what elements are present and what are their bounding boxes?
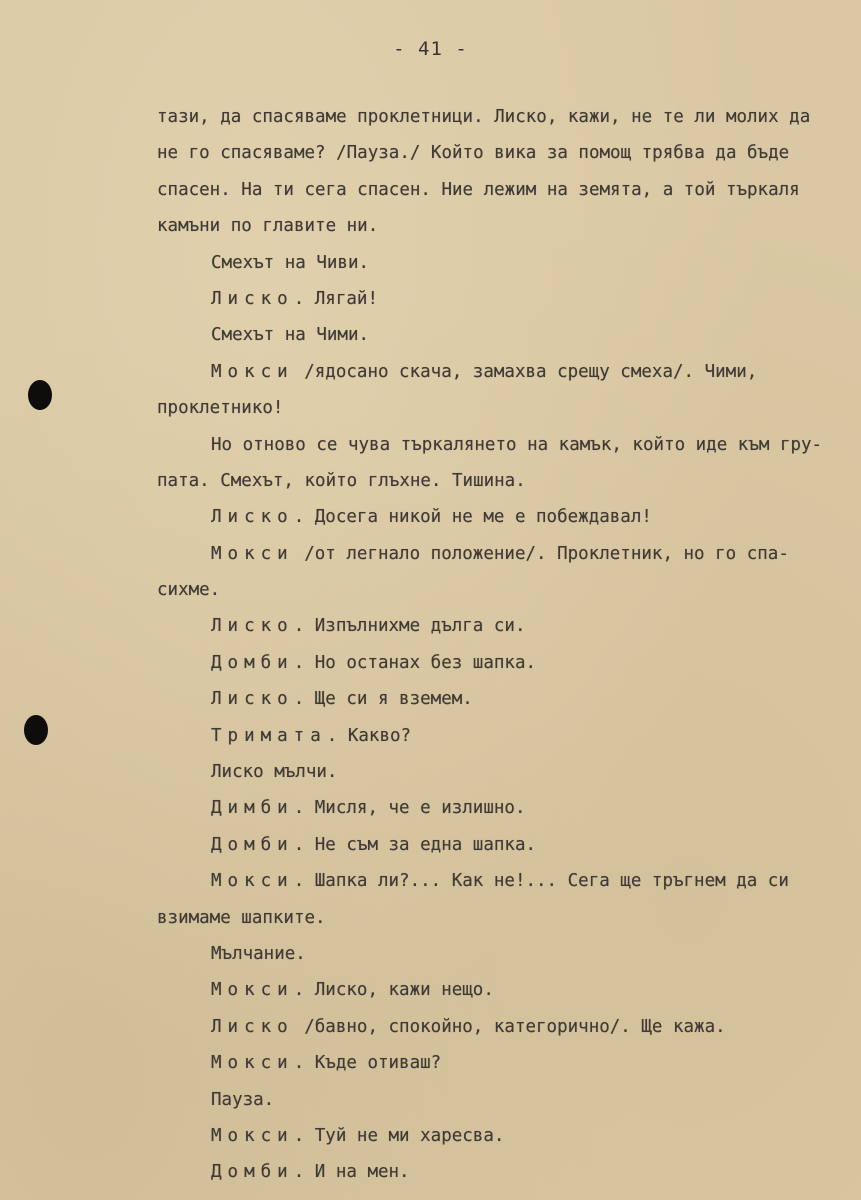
speaker-name: Лиско <box>211 689 294 710</box>
speaker-name: Мокси <box>211 361 294 382</box>
speaker-name: Мокси <box>211 1053 294 1074</box>
text-line <box>157 427 847 463</box>
text-line <box>157 245 847 281</box>
text-line <box>157 1082 847 1118</box>
line-text: камъни по главите ни. <box>157 216 379 237</box>
speaker-name: Димби <box>211 798 294 819</box>
line-text: сихме. <box>157 580 221 601</box>
text-line <box>157 135 847 171</box>
text-line <box>157 281 847 317</box>
speaker-name: Лиско <box>211 616 294 637</box>
line-text: /ядосано скача, замахва срещу смеха/. Чими, <box>293 361 758 382</box>
text-line <box>157 863 847 899</box>
text-line <box>157 681 847 717</box>
line-text: спасен. На ти сега спасен. Ние лежим на земята, а той търкаля <box>157 179 800 200</box>
line-text: проклетнико! <box>157 398 284 419</box>
line-text: взимаме шапките. <box>157 907 326 928</box>
speaker-name: Мокси <box>211 543 294 564</box>
speaker-name: Лиско <box>211 507 294 528</box>
line-text: Лиско мълчи. <box>211 762 338 783</box>
line-text: . Ще си я вземем. <box>293 689 473 710</box>
speaker-name: Домби <box>211 652 294 673</box>
text-line <box>157 208 847 244</box>
speaker-name: Мокси <box>211 1125 294 1146</box>
speaker-name: Лиско <box>211 1016 294 1037</box>
line-text: тази, да спасяваме проклетници. Лиско, кажи, не те ли молих да <box>157 107 811 127</box>
speaker-name: Тримата <box>211 725 327 746</box>
line-text: Пауза. <box>211 1089 275 1110</box>
line-text: . И на мен. <box>293 1162 410 1183</box>
line-text: . Къде отиваш? <box>293 1053 442 1074</box>
text-line <box>157 172 847 208</box>
text-line <box>157 827 847 863</box>
text-line <box>157 754 847 790</box>
text-line <box>157 936 847 972</box>
speaker-name: Мокси <box>211 980 294 1001</box>
line-text: Но отново се чува търкалянето на камък, който иде към гру- <box>211 434 823 455</box>
speaker-name: Лиско <box>211 288 294 309</box>
line-text: . Какво? <box>326 725 412 746</box>
text-line <box>157 1009 847 1045</box>
text-line <box>157 499 847 535</box>
punch-hole-upper <box>28 380 52 410</box>
page-number: - 41 - <box>393 38 468 60</box>
line-text: . Туй не ми харесва. <box>293 1125 505 1146</box>
text-line <box>157 1118 847 1154</box>
line-text: Смехът на Чими. <box>211 325 370 346</box>
line-text: пата. Смехът, който глъхне. Тишина. <box>157 470 526 491</box>
line-text: . Изпълнихме дълга си. <box>293 616 526 637</box>
line-text: /от легнало положение/. Проклетник, но го спа- <box>293 543 789 564</box>
text-line <box>157 354 847 390</box>
text-line <box>157 317 847 353</box>
line-text: Смехът на Чиви. <box>211 252 370 273</box>
text-line <box>157 608 847 644</box>
text-line <box>157 99 847 135</box>
text-line <box>157 972 847 1008</box>
text-line <box>157 390 847 426</box>
speaker-name: Мокси <box>211 871 294 892</box>
text-line <box>157 645 847 681</box>
speaker-name: Домби <box>211 1162 294 1183</box>
line-text: Мълчание. <box>211 943 306 964</box>
punch-hole-lower <box>24 715 48 745</box>
speaker-name: Домби <box>211 834 294 855</box>
line-text: . Но останах без шапка. <box>293 652 537 673</box>
line-text: . Лиско, кажи нещо. <box>293 980 494 1001</box>
line-text: . Лягай! <box>293 288 378 309</box>
text-line <box>157 1045 847 1081</box>
text-line <box>157 790 847 826</box>
text-line <box>157 1154 847 1190</box>
line-text: . Не съм за една шапка. <box>293 834 537 855</box>
line-text: не го спасяваме? /Пауза./ Който вика за помощ трябва да бъде <box>157 143 790 164</box>
text-line <box>157 463 847 499</box>
text-line <box>157 572 847 608</box>
text-line <box>157 536 847 572</box>
line-text: . Шапка ли?... Как не!... Сега ще тръгнем да си <box>293 871 789 892</box>
line-text: . Досега никой не ме е побеждавал! <box>293 507 652 528</box>
text-line <box>157 718 847 754</box>
script-text <box>157 99 847 1191</box>
text-line <box>157 900 847 936</box>
line-text: . Мисля, че е излишно. <box>293 798 526 819</box>
line-text: /бавно, спокойно, категорично/. Ще кажа. <box>293 1016 726 1037</box>
